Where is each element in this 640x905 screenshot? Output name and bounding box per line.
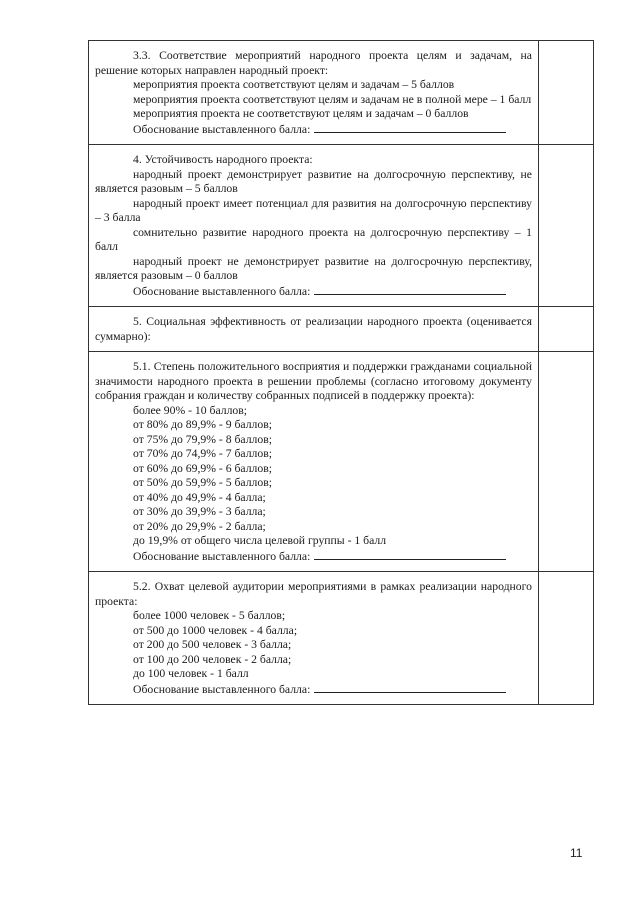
criterion-option: от 40% до 49,9% - 4 балла; (133, 490, 266, 504)
criterion-heading: 5.1. Степень положительного восприятия и поддержки гражданами социальной значимости народного проекта в решении проблемы (согласно итоговому документу собрания граждан и количеству собранных подписей в поддержку проекта): (95, 360, 532, 402)
basis-line (95, 549, 532, 565)
page-number: 11 (570, 846, 583, 860)
criterion-cell (89, 145, 539, 306)
criterion-option: народный проект демонстрирует развитие на долгосрочную перспективу, не является разовым – 5 баллов (95, 167, 532, 195)
basis-label: Обоснование выставленного балла: (133, 549, 311, 563)
criterion-option: от 100 до 200 человек - 2 балла; (133, 652, 292, 666)
criterion-option: от 60% до 69,9% - 6 баллов; (133, 461, 272, 475)
criterion-option: более 90% - 10 баллов; (133, 403, 248, 417)
criterion-option: от 75% до 79,9% - 8 баллов; (133, 432, 272, 446)
table-row (89, 306, 593, 351)
basis-blank[interactable] (314, 549, 506, 560)
criterion-option: от 200 до 500 человек - 3 балла; (133, 638, 292, 651)
criterion-cell (89, 41, 539, 144)
basis-blank[interactable] (314, 682, 506, 693)
table-row (89, 571, 593, 704)
basis-label: Обоснование выставленного балла: (133, 682, 311, 696)
score-cell[interactable] (539, 41, 593, 144)
basis-line (95, 284, 532, 300)
criterion-cell (89, 307, 539, 351)
criterion-option: от 50% до 59,9% - 5 баллов; (133, 476, 272, 489)
criterion-option: народный проект имеет потенциал для развития на долгосрочную перспективу – 3 балла (95, 196, 532, 224)
criterion-option: от 70% до 74,9% - 7 баллов; (133, 447, 272, 460)
criterion-option: до 19,9% от общего числа целевой группы - 1 балл (133, 534, 387, 547)
criterion-option: до 100 человек - 1 балл (133, 667, 249, 680)
criterion-heading: 4. Устойчивость народного проекта: (133, 153, 313, 166)
basis-line (95, 682, 532, 698)
criterion-option: мероприятия проекта соответствуют целям и задачам не в полной мере – 1 балл (133, 92, 532, 106)
criterion-option: мероприятия проекта не соответствуют целям и задачам – 0 баллов (133, 107, 469, 120)
score-cell[interactable] (539, 307, 593, 351)
criterion-option: сомнительно развитие народного проекта на долгосрочную перспективу – 1 балл (95, 225, 532, 253)
criterion-option: более 1000 человек - 5 баллов; (133, 609, 286, 622)
basis-blank[interactable] (314, 122, 506, 133)
basis-label: Обоснование выставленного балла: (133, 122, 311, 136)
score-cell[interactable] (539, 145, 593, 306)
criterion-cell (89, 352, 539, 571)
criterion-heading: 5. Социальная эффективность от реализации народного проекта (оценивается суммарно): (95, 315, 532, 343)
criterion-heading: 5.2. Охват целевой аудитории мероприятиями в рамках реализации народного проекта: (95, 580, 532, 608)
criteria-table (88, 40, 594, 705)
criterion-option: мероприятия проекта соответствуют целям и задачам – 5 баллов (133, 78, 455, 91)
criterion-option: от 20% до 29,9% - 2 балла; (133, 519, 266, 533)
table-row (89, 41, 593, 144)
basis-line (95, 122, 532, 138)
criterion-option: от 30% до 39,9% - 3 балла; (133, 505, 266, 518)
criterion-cell (89, 572, 539, 704)
basis-label: Обоснование выставленного балла: (133, 284, 311, 298)
basis-blank[interactable] (314, 284, 506, 295)
criterion-heading: 3.3. Соответствие мероприятий народного проекта целям и задачам, на решение которых направлен народный проект: (95, 49, 532, 77)
score-cell[interactable] (539, 352, 593, 571)
score-cell[interactable] (539, 572, 593, 704)
table-row (89, 144, 593, 306)
criterion-option: от 500 до 1000 человек - 4 балла; (133, 623, 298, 637)
criterion-option: от 80% до 89,9% - 9 баллов; (133, 418, 272, 431)
criterion-option: народный проект не демонстрирует развитие на долгосрочную перспективу, является разовым – 0 баллов (95, 254, 532, 282)
table-row (89, 351, 593, 571)
